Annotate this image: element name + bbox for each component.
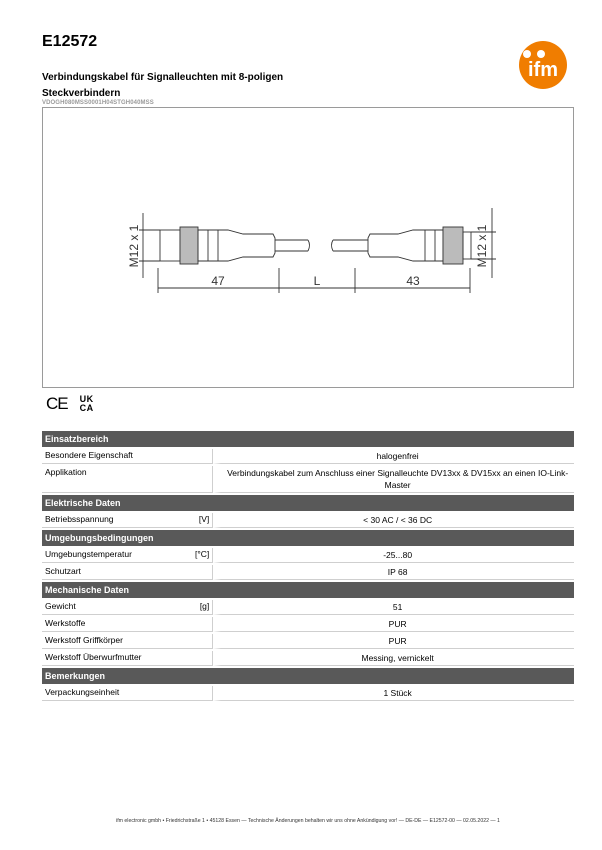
product-title: Verbindungskabel für Signalleuchten mit 8-poligen Steckverbindern — [42, 72, 284, 99]
certification-marks — [46, 393, 94, 415]
left-thread-label: M12 x 1 — [127, 224, 141, 268]
spec-value: 51 — [213, 600, 574, 615]
ukca-top: UK — [79, 394, 94, 404]
ukca-mark — [80, 395, 94, 413]
spec-row — [42, 513, 574, 528]
ifm-logo — [513, 40, 573, 90]
spec-label: Schutzart — [42, 565, 192, 580]
section-header — [42, 530, 574, 546]
section-header — [42, 431, 574, 447]
section-title: Bemerkungen — [42, 668, 574, 684]
spec-label: Werkstoff Überwurfmutter — [42, 651, 192, 666]
spec-value: IP 68 — [213, 565, 574, 580]
spec-value: < 30 AC / < 36 DC — [213, 513, 574, 528]
dim-mid-label: L — [313, 274, 321, 288]
right-thread-label: M12 x 1 — [475, 224, 489, 268]
dim-left-label: 47 — [211, 274, 225, 288]
spec-row — [42, 449, 574, 464]
spec-unit — [192, 565, 213, 580]
spec-label: Umgebungstemperatur — [42, 548, 192, 563]
spec-label: Applikation — [42, 466, 192, 493]
spec-label: Gewicht — [42, 600, 192, 615]
spec-value: 1 Stück — [213, 686, 574, 701]
section-title: Einsatzbereich — [42, 431, 574, 447]
spec-unit — [192, 617, 213, 632]
spec-unit: [g] — [192, 600, 213, 615]
ce-mark: CE — [46, 394, 68, 413]
spec-row — [42, 565, 574, 580]
spec-row — [42, 600, 574, 615]
spec-value: -25...80 — [213, 548, 574, 563]
spec-unit — [192, 466, 213, 493]
spec-value: halogenfrei — [213, 449, 574, 464]
spec-row — [42, 466, 574, 493]
spec-label: Besondere Eigenschaft — [42, 449, 192, 464]
section-title: Umgebungsbedingungen — [42, 530, 574, 546]
ukca-bottom: CA — [79, 403, 94, 413]
spec-row — [42, 548, 574, 563]
spec-unit — [192, 686, 213, 701]
section-header — [42, 582, 574, 598]
spec-label: Betriebsspannung — [42, 513, 192, 528]
logo-text: ifm — [528, 59, 558, 81]
spec-unit — [192, 449, 213, 464]
spec-table — [42, 429, 574, 703]
section-title: Elektrische Daten — [42, 495, 574, 511]
dim-right-label: 43 — [406, 274, 420, 288]
spec-row — [42, 634, 574, 649]
spec-row — [42, 651, 574, 666]
spec-label: Werkstoff Griffkörper — [42, 634, 192, 649]
section-header — [42, 495, 574, 511]
product-code: E12572 — [42, 33, 98, 50]
spec-row — [42, 617, 574, 632]
spec-value: Messing, vernickelt — [213, 651, 574, 666]
spec-unit: [°C] — [192, 548, 213, 563]
section-title: Mechanische Daten — [42, 582, 574, 598]
footer: ifm electronic gmbh • Friedrichstraße 1 • 45128 Essen — Technische Änderungen behalten wir uns ohne Ankündigung vor! — DE-DE — E12572-00 — 02.05.2022 — 1 — [116, 818, 500, 824]
spec-unit: [V] — [192, 513, 213, 528]
spec-value: PUR — [213, 634, 574, 649]
spec-unit — [192, 634, 213, 649]
spec-label: Werkstoffe — [42, 617, 192, 632]
article-number: VDOGH080MSS0001H04STGH040MSS — [42, 100, 154, 106]
spec-label: Verpackungseinheit — [42, 686, 192, 701]
spec-unit — [192, 651, 213, 666]
spec-value: PUR — [213, 617, 574, 632]
spec-value: Verbindungskabel zum Anschluss einer Signalleuchte DV13xx & DV15xx an einen IO-Link-Master — [213, 466, 574, 493]
dimension-drawing — [42, 107, 574, 388]
section-header — [42, 668, 574, 684]
spec-row — [42, 686, 574, 701]
